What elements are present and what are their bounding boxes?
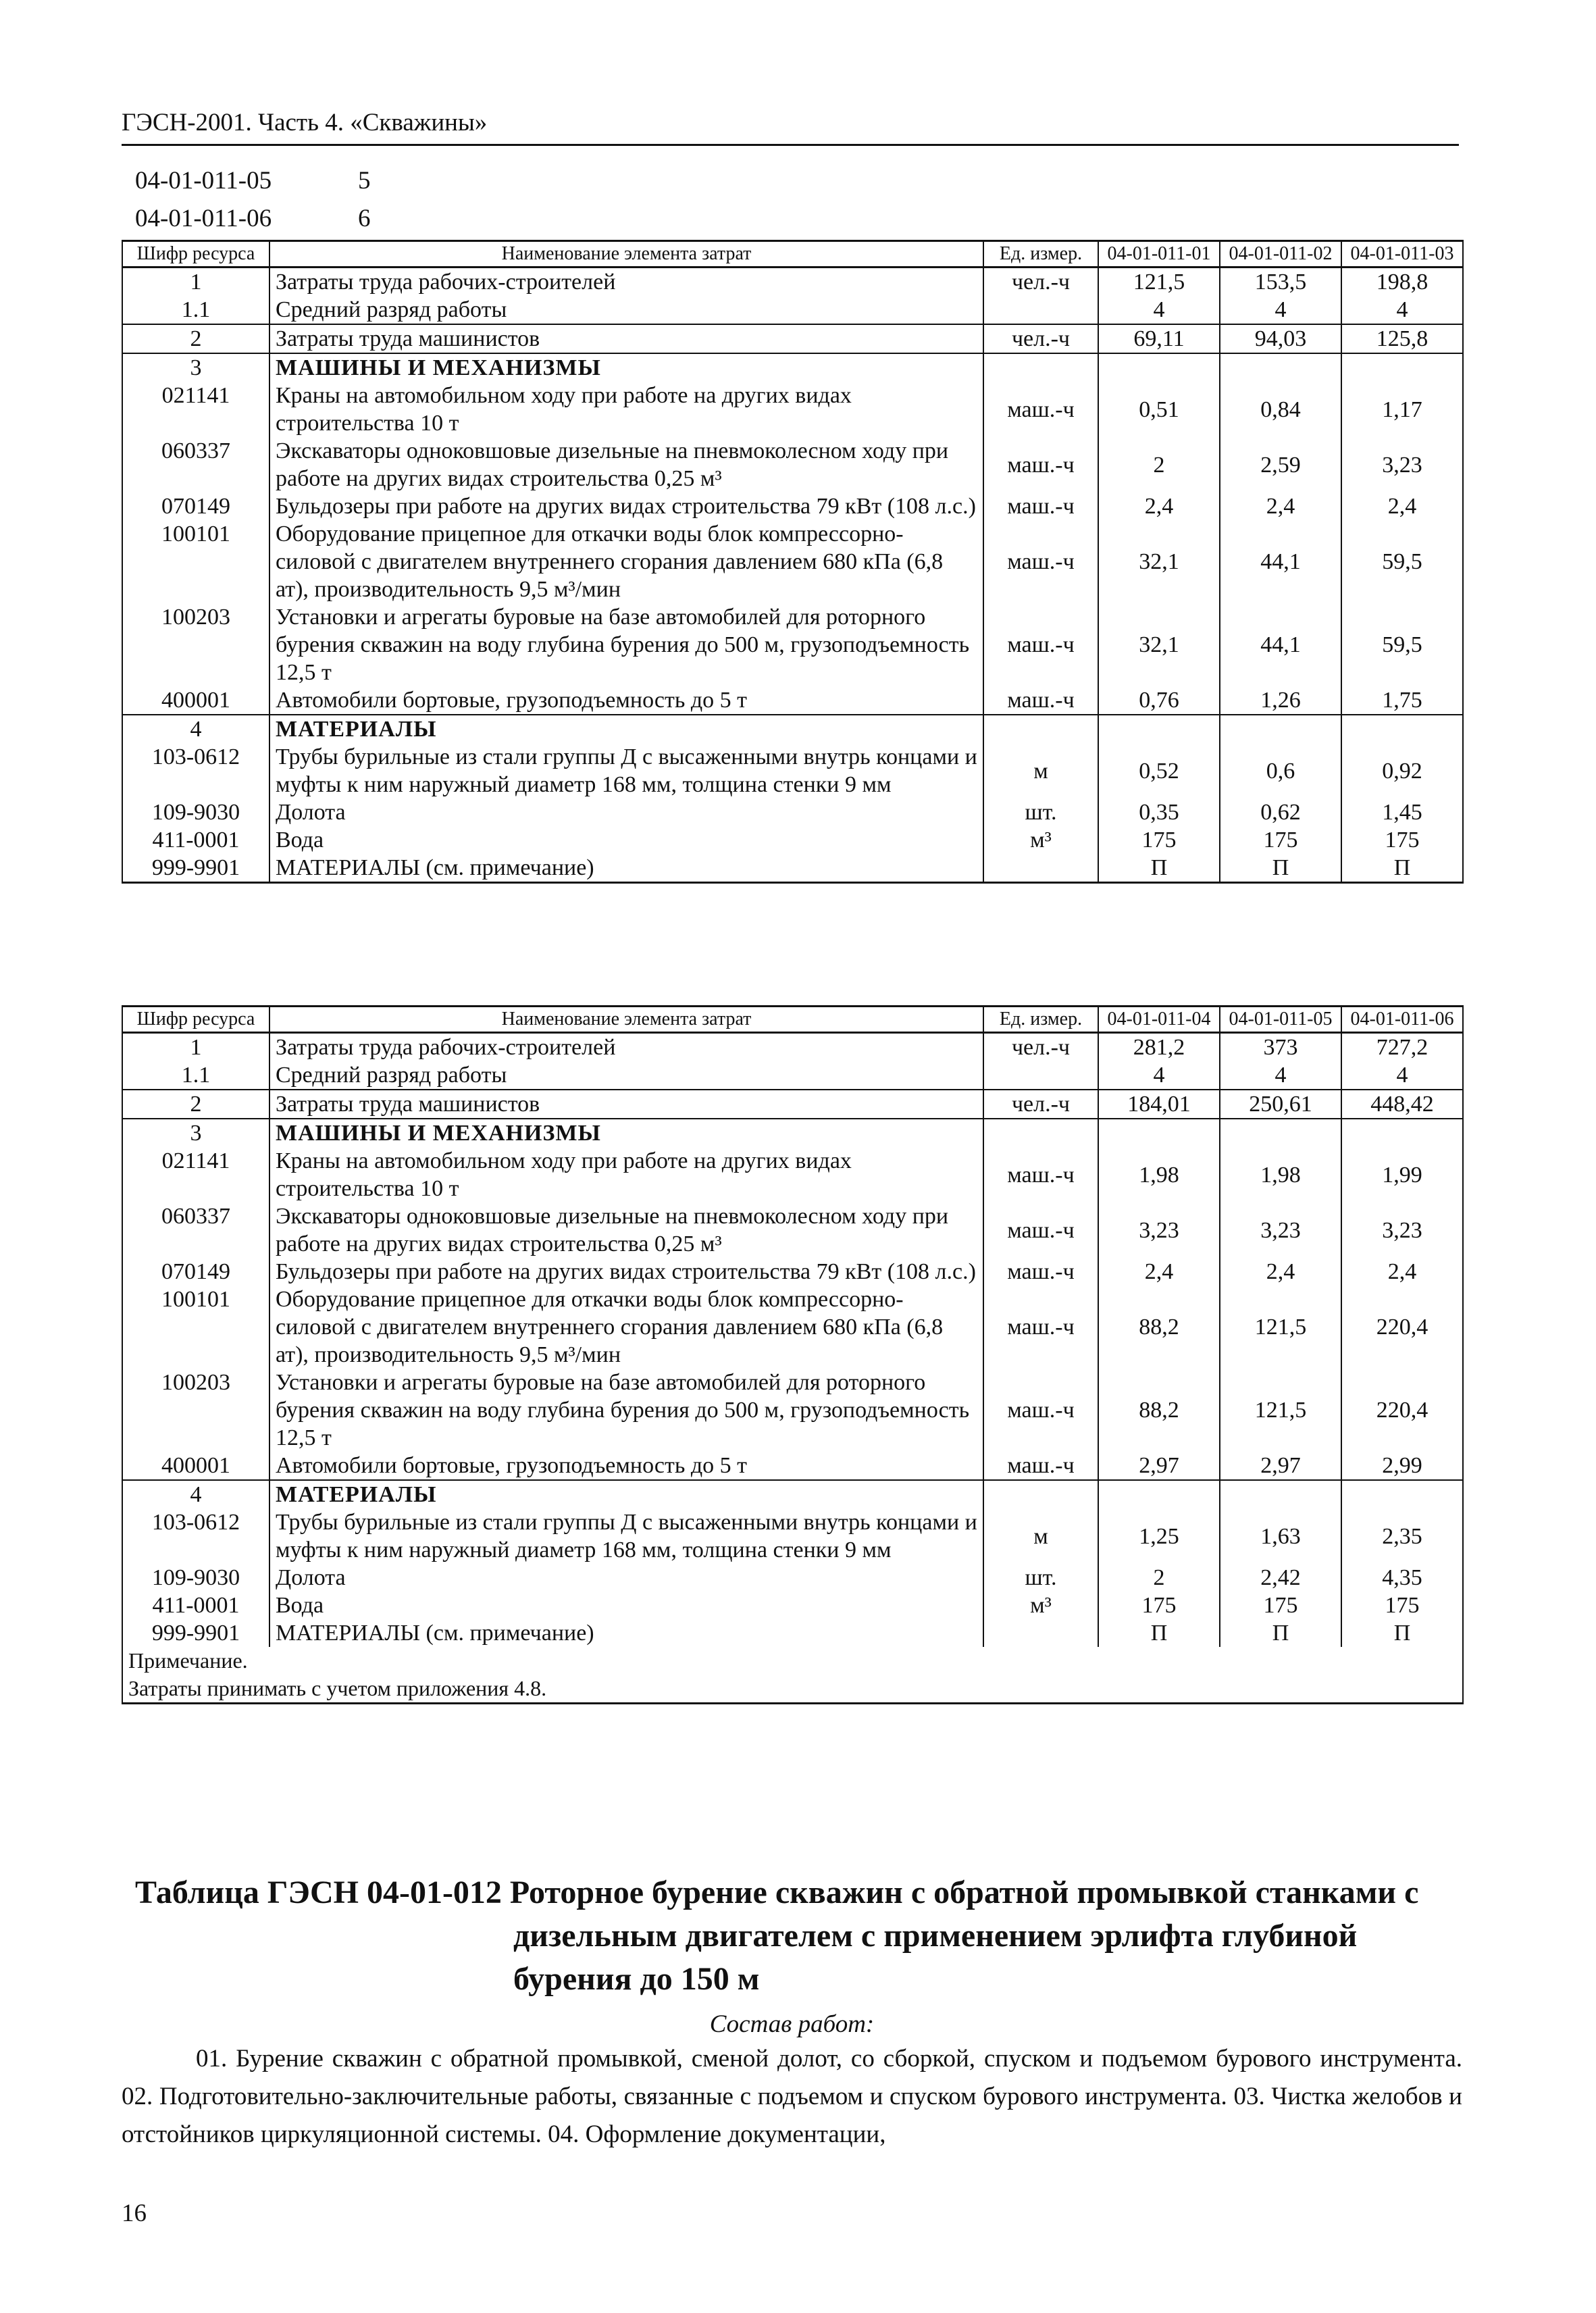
cell-value: 0,84 [1220,382,1341,437]
cell-resource-code: 070149 [122,492,269,520]
cell-name: Вода [269,826,983,854]
cell-value: 250,61 [1220,1090,1341,1119]
cell-name: Долота [269,798,983,826]
cell-value [1098,353,1220,382]
cell-unit: маш.-ч [983,603,1098,686]
cell-unit [983,1619,1098,1647]
cell-resource-code: 1.1 [122,296,269,324]
code-value: 04-01-011-05 [135,167,272,195]
cell-resource-code: 021141 [122,1147,269,1202]
cell-unit: м [983,743,1098,798]
table-row [122,1258,1463,1286]
cell-resource-code: 4 [122,715,269,743]
section-title-line: Таблица ГЭСН 04-01-012 Роторное бурение скважин с обратной промывкой станками с [135,1875,1419,1910]
cell-value: 175 [1341,1592,1463,1619]
cell-name: МАШИНЫ И МЕХАНИЗМЫ [269,353,983,382]
cell-resource-code: 060337 [122,437,269,492]
cell-name: Затраты труда машинистов [269,1090,983,1119]
cell-value: 0,62 [1220,798,1341,826]
cell-value: П [1220,1619,1341,1647]
cell-name: Установки и агрегаты буровые на базе автомобилей для роторного бурения скважин на воду глубина бурения до 500 м, грузоподъемность 12,5 т [269,1369,983,1452]
cell-unit [983,715,1098,743]
cell-resource-code: 411-0001 [122,1592,269,1619]
cell-value [1220,715,1341,743]
cell-value: 0,76 [1098,686,1220,715]
cell-unit: чел.-ч [983,268,1098,297]
cell-value [1098,1119,1220,1147]
cell-value: 2,4 [1220,1258,1341,1286]
cell-value: 0,52 [1098,743,1220,798]
cell-unit: шт. [983,798,1098,826]
cell-value [1220,1480,1341,1508]
table-row [122,1508,1463,1564]
cell-name: Экскаваторы одноковшовые дизельные на пневмоколесном ходу при работе на других видах строительства 0,25 м³ [269,437,983,492]
cell-resource-code: 3 [122,353,269,382]
cell-value: 1,25 [1098,1508,1220,1564]
cell-unit: чел.-ч [983,1090,1098,1119]
table-row [122,1033,1463,1062]
code-row [135,200,371,238]
cell-name: МАШИНЫ И МЕХАНИЗМЫ [269,1119,983,1147]
cell-resource-code: 1.1 [122,1061,269,1090]
cell-value [1098,1480,1220,1508]
cell-value: П [1341,854,1463,883]
cell-unit: маш.-ч [983,1286,1098,1369]
table-row [122,715,1463,743]
cell-name: МАТЕРИАЛЫ (см. примечание) [269,854,983,883]
cell-value: 281,2 [1098,1033,1220,1062]
cell-unit: маш.-ч [983,1202,1098,1258]
cell-value: 4 [1220,296,1341,324]
table-row [122,1619,1463,1647]
cell-value [1341,715,1463,743]
cell-value: 1,26 [1220,686,1341,715]
cell-resource-code: 021141 [122,382,269,437]
cell-value: 1,45 [1341,798,1463,826]
cell-value: 2,42 [1220,1564,1341,1592]
header-col-code: 04-01-011-06 [1341,1007,1463,1033]
running-header: ГЭСН-2001. Часть 4. «Скважины» [122,108,1459,146]
cell-value: 4,35 [1341,1564,1463,1592]
cell-value: 4 [1220,1061,1341,1090]
cell-name: Вода [269,1592,983,1619]
cell-value: 44,1 [1220,603,1341,686]
cell-unit: маш.-ч [983,1147,1098,1202]
cell-name: Средний разряд работы [269,1061,983,1090]
cell-value: 0,92 [1341,743,1463,798]
cell-value: 2,4 [1341,492,1463,520]
cell-name: МАТЕРИАЛЫ [269,715,983,743]
cell-value: 0,51 [1098,382,1220,437]
cell-unit: м³ [983,826,1098,854]
cell-unit [983,854,1098,883]
cell-value: 3,23 [1341,437,1463,492]
table-row [122,492,1463,520]
code-value: 04-01-011-06 [135,205,272,232]
cell-name: Установки и агрегаты буровые на базе автомобилей для роторного бурения скважин на воду глубина бурения до 500 м, грузоподъемность 12,5 т [269,603,983,686]
cell-resource-code: 999-9901 [122,1619,269,1647]
table-body [122,268,1463,883]
table-row [122,1480,1463,1508]
cell-resource-code: 070149 [122,1258,269,1286]
cell-resource-code: 109-9030 [122,1564,269,1592]
cell-value: 59,5 [1341,603,1463,686]
codes-list [135,162,371,238]
cell-value: 175 [1220,826,1341,854]
code-row [135,162,371,200]
cell-value: 121,5 [1098,268,1220,297]
table-row [122,854,1463,883]
cell-value: 448,42 [1341,1090,1463,1119]
cell-resource-code: 100203 [122,1369,269,1452]
cell-unit [983,1061,1098,1090]
cell-value: 220,4 [1341,1286,1463,1369]
cell-value: 2,4 [1098,1258,1220,1286]
cell-value: П [1098,1619,1220,1647]
cell-value: 184,01 [1098,1090,1220,1119]
table-header-row [122,1007,1463,1033]
cell-value: 32,1 [1098,603,1220,686]
cell-value: 220,4 [1341,1369,1463,1452]
cell-value [1341,1119,1463,1147]
cell-value: 59,5 [1341,520,1463,603]
cell-unit [983,353,1098,382]
cell-name: Краны на автомобильном ходу при работе на других видах строительства 10 т [269,1147,983,1202]
table-row [122,826,1463,854]
cell-value: 1,63 [1220,1508,1341,1564]
cell-unit: м³ [983,1592,1098,1619]
cell-unit: маш.-ч [983,382,1098,437]
cell-value: 198,8 [1341,268,1463,297]
cell-resource-code: 2 [122,1090,269,1119]
note-text: Затраты принимать с учетом приложения 4.8. [128,1676,547,1700]
header-name: Наименование элемента затрат [269,1007,983,1033]
code-number: 5 [358,167,371,195]
cell-unit: маш.-ч [983,1258,1098,1286]
table-body [122,1033,1463,1648]
cell-resource-code: 1 [122,1033,269,1062]
cell-unit: маш.-ч [983,492,1098,520]
table-row [122,1452,1463,1480]
cell-value: 3,23 [1220,1202,1341,1258]
cell-name: Средний разряд работы [269,296,983,324]
cell-value: 4 [1098,296,1220,324]
cell-resource-code: 999-9901 [122,854,269,883]
cell-value: 4 [1098,1061,1220,1090]
cell-value: 4 [1341,296,1463,324]
table-row [122,382,1463,437]
cell-value: 2,4 [1098,492,1220,520]
cell-value: 175 [1341,826,1463,854]
cell-value: 0,35 [1098,798,1220,826]
table-row [122,324,1463,353]
cell-value: 1,17 [1341,382,1463,437]
cell-value [1341,353,1463,382]
cell-name: Экскаваторы одноковшовые дизельные на пневмоколесном ходу при работе на других видах строительства 0,25 м³ [269,1202,983,1258]
table-row [122,743,1463,798]
cell-unit: маш.-ч [983,1452,1098,1480]
table-row [122,1202,1463,1258]
cell-value: 4 [1341,1061,1463,1090]
table-row [122,1369,1463,1452]
cell-value: 44,1 [1220,520,1341,603]
cell-value: 1,98 [1220,1147,1341,1202]
cell-value: 2,59 [1220,437,1341,492]
cell-value: 727,2 [1341,1033,1463,1062]
cell-value: 125,8 [1341,324,1463,353]
cell-value: П [1220,854,1341,883]
cell-name: Оборудование прицепное для откачки воды блок компрессорно-силовой с двигателем внутреннего сгорания давлением 680 кПа (6,8 ат), производительность 9,5 м³/мин [269,1286,983,1369]
note-title: Примечание. [128,1648,248,1673]
table-row [122,1090,1463,1119]
cell-value: 373 [1220,1033,1341,1062]
cell-unit [983,1119,1098,1147]
cell-name: Затраты труда рабочих-строителей [269,1033,983,1062]
table-row [122,1564,1463,1592]
cell-name: Долота [269,1564,983,1592]
cell-value: 2,97 [1098,1452,1220,1480]
cell-name: Трубы бурильные из стали группы Д с высаженными внутрь концами и муфты к ним наружный диаметр 168 мм, толщина стенки 9 мм [269,1508,983,1564]
resource-table-2 [122,1005,1464,1704]
cell-value: 3,23 [1098,1202,1220,1258]
table-row [122,296,1463,324]
cell-value: 121,5 [1220,1369,1341,1452]
cell-unit: чел.-ч [983,1033,1098,1062]
cell-name: Краны на автомобильном ходу при работе на других видах строительства 10 т [269,382,983,437]
cell-value: 2,99 [1341,1452,1463,1480]
note-cell [122,1647,1463,1704]
section-title-line: бурения до 150 м [513,1961,760,1997]
cell-resource-code: 100101 [122,520,269,603]
cell-name: Оборудование прицепное для откачки воды блок компрессорно-силовой с двигателем внутреннего сгорания давлением 680 кПа (6,8 ат), производительность 9,5 м³/мин [269,520,983,603]
header-unit: Ед. измер. [983,1007,1098,1033]
cell-value [1341,1480,1463,1508]
cell-name: МАТЕРИАЛЫ [269,1480,983,1508]
cell-resource-code: 4 [122,1480,269,1508]
cell-value: 69,11 [1098,324,1220,353]
table-row [122,1061,1463,1090]
cell-name: Бульдозеры при работе на других видах строительства 79 кВт (108 л.с.) [269,492,983,520]
cell-value: 2,35 [1341,1508,1463,1564]
section-title [122,1871,1462,2001]
header-name: Наименование элемента затрат [269,241,983,268]
table-row [122,520,1463,603]
cell-value: 94,03 [1220,324,1341,353]
cell-value: 88,2 [1098,1369,1220,1452]
cell-unit: маш.-ч [983,520,1098,603]
cell-value: 1,75 [1341,686,1463,715]
cell-value: 153,5 [1220,268,1341,297]
cell-value: П [1341,1619,1463,1647]
cell-name: Затраты труда рабочих-строителей [269,268,983,297]
table-row [122,1286,1463,1369]
code-number: 6 [358,205,371,232]
cell-resource-code: 2 [122,324,269,353]
table-header-row [122,241,1463,268]
cell-unit: чел.-ч [983,324,1098,353]
header-col-code: 04-01-011-03 [1341,241,1463,268]
cell-unit: маш.-ч [983,686,1098,715]
cell-name: Бульдозеры при работе на других видах строительства 79 кВт (108 л.с.) [269,1258,983,1286]
cell-value [1220,1119,1341,1147]
table-row [122,1147,1463,1202]
cell-unit: шт. [983,1564,1098,1592]
table-row [122,603,1463,686]
header-col-code: 04-01-011-04 [1098,1007,1220,1033]
cell-name: Автомобили бортовые, грузоподъемность до 5 т [269,1452,983,1480]
cell-unit: м [983,1508,1098,1564]
header-unit: Ед. измер. [983,241,1098,268]
cell-name: Затраты труда машинистов [269,324,983,353]
cell-value: 175 [1098,826,1220,854]
cell-value: 175 [1220,1592,1341,1619]
cell-value: 175 [1098,1592,1220,1619]
cell-unit [983,1480,1098,1508]
header-col-code: 04-01-011-05 [1220,1007,1341,1033]
cell-resource-code: 400001 [122,686,269,715]
cell-resource-code: 1 [122,268,269,297]
cell-resource-code: 411-0001 [122,826,269,854]
cell-name: Автомобили бортовые, грузоподъемность до 5 т [269,686,983,715]
cell-value: 2,4 [1341,1258,1463,1286]
cell-resource-code: 400001 [122,1452,269,1480]
cell-resource-code: 060337 [122,1202,269,1258]
cell-resource-code: 100203 [122,603,269,686]
header-col-code: 04-01-011-02 [1220,241,1341,268]
cell-name: МАТЕРИАЛЫ (см. примечание) [269,1619,983,1647]
cell-value: 32,1 [1098,520,1220,603]
cell-value: 0,6 [1220,743,1341,798]
resource-table-1 [122,240,1464,884]
cell-value: 1,98 [1098,1147,1220,1202]
works-heading: Состав работ: [709,2010,875,2038]
cell-value: 2 [1098,437,1220,492]
table-row [122,353,1463,382]
cell-resource-code: 103-0612 [122,1508,269,1564]
table-row [122,1119,1463,1147]
cell-value: П [1098,854,1220,883]
cell-value: 1,99 [1341,1147,1463,1202]
section-title-line: дизельным двигателем с применением эрлифта глубиной [513,1918,1358,1954]
cell-unit: маш.-ч [983,437,1098,492]
cell-resource-code: 109-9030 [122,798,269,826]
page-number: 16 [122,2200,147,2227]
cell-unit: маш.-ч [983,1369,1098,1452]
table-row [122,686,1463,715]
cell-value: 2,97 [1220,1452,1341,1480]
cell-name: Трубы бурильные из стали группы Д с высаженными внутрь концами и муфты к ним наружный диаметр 168 мм, толщина стенки 9 мм [269,743,983,798]
cell-value: 2 [1098,1564,1220,1592]
cell-value: 121,5 [1220,1286,1341,1369]
cell-value: 88,2 [1098,1286,1220,1369]
table-row [122,437,1463,492]
note-row [122,1647,1463,1704]
cell-unit [983,296,1098,324]
cell-value [1098,715,1220,743]
cell-value [1220,353,1341,382]
cell-resource-code: 3 [122,1119,269,1147]
cell-value: 3,23 [1341,1202,1463,1258]
table-row [122,1592,1463,1619]
cell-resource-code: 103-0612 [122,743,269,798]
table-row [122,798,1463,826]
cell-value: 2,4 [1220,492,1341,520]
header-col-code: 04-01-011-01 [1098,241,1220,268]
table-row [122,268,1463,297]
cell-resource-code: 100101 [122,1286,269,1369]
works-text: 01. Бурение скважин с обратной промывкой, сменой долот, со сборкой, спуском и подъемом бурового инструмента. 02. Подготовительно-заключительные работы, связанные с подъемом и спуском бурового инструмента. 03. Чистка желобов и отстойников циркуляционной системы. 04. Оформление документации, [122,2045,1462,2148]
header-resource: Шифр ресурса [122,241,269,268]
header-resource: Шифр ресурса [122,1007,269,1033]
